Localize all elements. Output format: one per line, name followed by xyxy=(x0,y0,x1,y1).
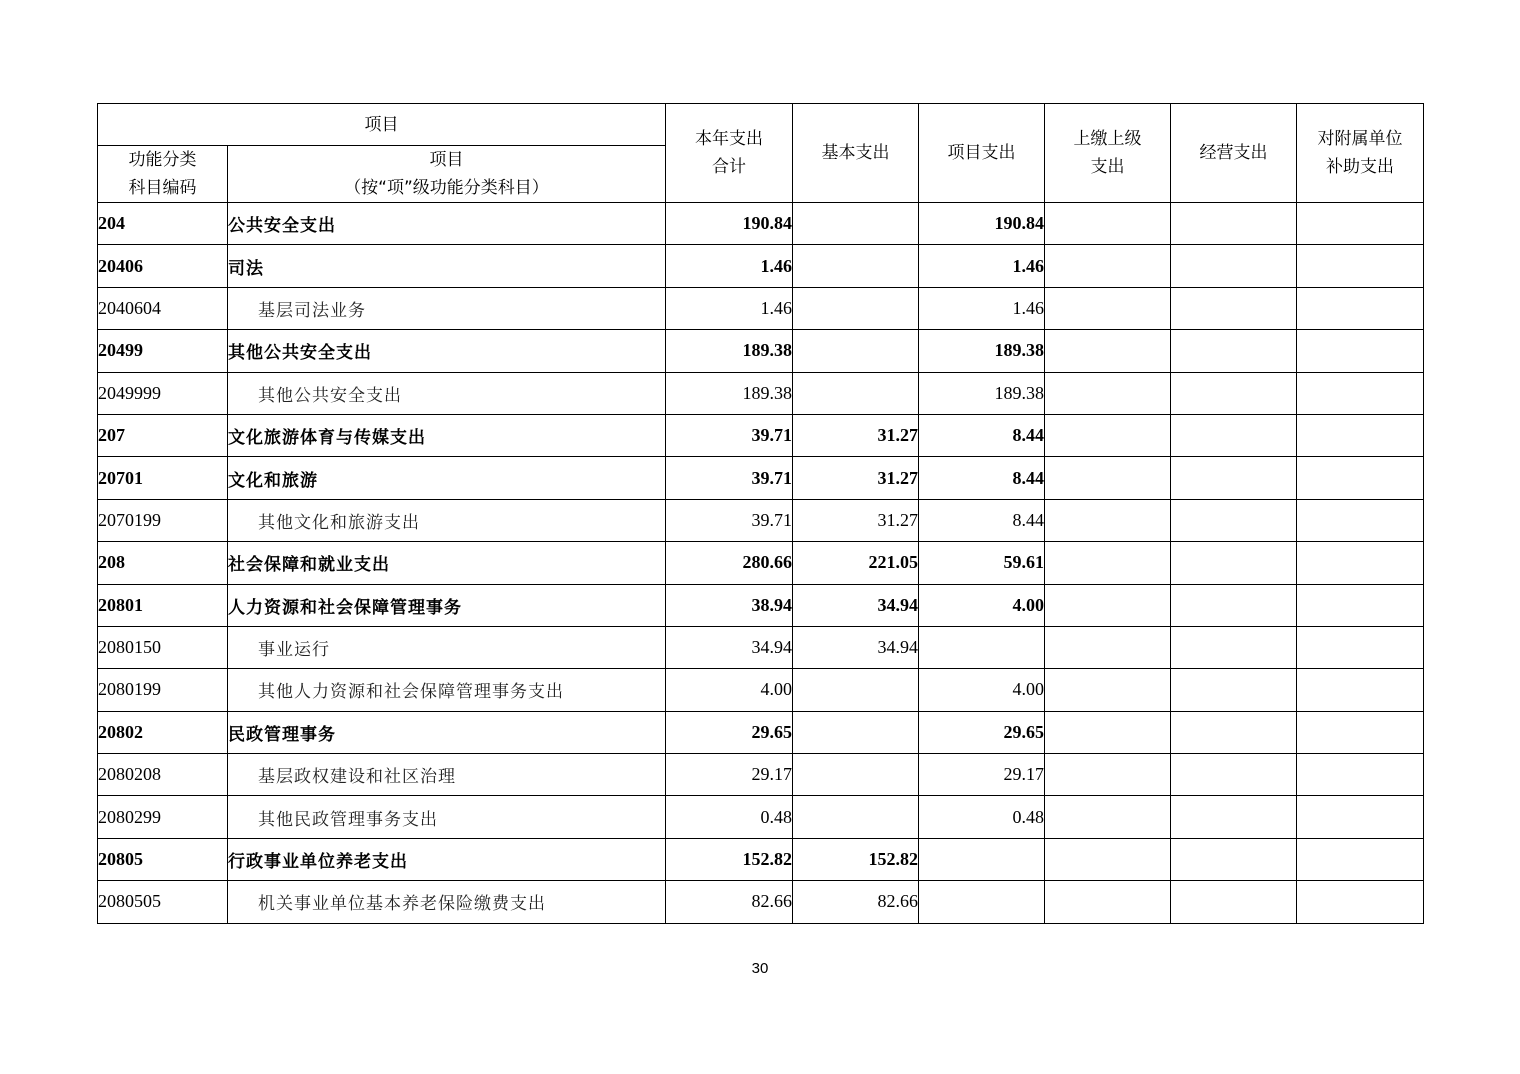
code-cell: 20701 xyxy=(98,457,228,499)
business-cell xyxy=(1171,669,1297,711)
table-body xyxy=(98,203,1424,924)
subsidy-cell xyxy=(1297,372,1424,414)
table-row xyxy=(98,796,1424,838)
code-cell: 2049999 xyxy=(98,372,228,414)
header-code-line1: 功能分类 xyxy=(128,150,197,170)
project-cell: 4.00 xyxy=(919,584,1045,626)
header-name xyxy=(228,146,666,203)
business-cell xyxy=(1171,626,1297,668)
basic-cell: 31.27 xyxy=(793,457,919,499)
business-cell xyxy=(1171,584,1297,626)
subsidy-cell xyxy=(1297,711,1424,753)
business-cell xyxy=(1171,414,1297,456)
total-cell: 82.66 xyxy=(666,881,793,923)
code-cell: 2080150 xyxy=(98,626,228,668)
name-cell: 人力资源和社会保障管理事务 xyxy=(228,584,666,626)
basic-cell xyxy=(793,711,919,753)
table-row xyxy=(98,287,1424,329)
name-cell: 其他人力资源和社会保障管理事务支出 xyxy=(228,669,666,711)
upper-cell xyxy=(1045,372,1171,414)
name-cell: 基层司法业务 xyxy=(228,287,666,329)
subsidy-cell xyxy=(1297,542,1424,584)
project-cell: 190.84 xyxy=(919,203,1045,245)
business-cell xyxy=(1171,457,1297,499)
code-cell: 208 xyxy=(98,542,228,584)
code-cell: 2040604 xyxy=(98,287,228,329)
name-cell: 民政管理事务 xyxy=(228,711,666,753)
code-cell: 2080208 xyxy=(98,754,228,796)
project-cell: 189.38 xyxy=(919,330,1045,372)
upper-cell xyxy=(1045,711,1171,753)
subsidy-cell xyxy=(1297,287,1424,329)
subsidy-cell xyxy=(1297,754,1424,796)
total-cell: 38.94 xyxy=(666,584,793,626)
header-name-line2: （按“项”级功能分类科目） xyxy=(344,178,549,198)
subsidy-cell xyxy=(1297,626,1424,668)
header-upper-line1: 上缴上级 xyxy=(1073,129,1142,149)
header-code xyxy=(98,146,228,203)
subsidy-cell xyxy=(1297,499,1424,541)
header-upper-line2: 支出 xyxy=(1090,157,1125,177)
upper-cell xyxy=(1045,245,1171,287)
total-cell: 189.38 xyxy=(666,330,793,372)
upper-cell xyxy=(1045,584,1171,626)
business-cell xyxy=(1171,796,1297,838)
project-cell: 189.38 xyxy=(919,372,1045,414)
project-cell: 1.46 xyxy=(919,245,1045,287)
basic-cell xyxy=(793,245,919,287)
upper-cell xyxy=(1045,881,1171,923)
header-xiangmu: 项目 xyxy=(98,104,666,146)
upper-cell xyxy=(1045,330,1171,372)
subsidy-cell xyxy=(1297,838,1424,880)
project-cell: 8.44 xyxy=(919,457,1045,499)
table-row xyxy=(98,414,1424,456)
header-code-line2: 科目编码 xyxy=(128,178,197,198)
project-cell: 29.17 xyxy=(919,754,1045,796)
business-cell xyxy=(1171,245,1297,287)
total-cell: 39.71 xyxy=(666,414,793,456)
table-row xyxy=(98,542,1424,584)
subsidy-cell xyxy=(1297,796,1424,838)
basic-cell: 34.94 xyxy=(793,626,919,668)
header-business: 经营支出 xyxy=(1171,104,1297,203)
basic-cell: 34.94 xyxy=(793,584,919,626)
total-cell: 4.00 xyxy=(666,669,793,711)
code-cell: 2080299 xyxy=(98,796,228,838)
project-cell: 0.48 xyxy=(919,796,1045,838)
project-cell xyxy=(919,626,1045,668)
header-total-line1: 本年支出 xyxy=(695,129,763,149)
subsidy-cell xyxy=(1297,245,1424,287)
table-row xyxy=(98,838,1424,880)
header-subsidy-line2: 补助支出 xyxy=(1326,157,1394,177)
total-cell: 0.48 xyxy=(666,796,793,838)
project-cell: 1.46 xyxy=(919,287,1045,329)
project-cell xyxy=(919,881,1045,923)
table-row xyxy=(98,245,1424,287)
basic-cell xyxy=(793,287,919,329)
code-cell: 2070199 xyxy=(98,499,228,541)
header-name-line1: 项目 xyxy=(429,150,464,170)
business-cell xyxy=(1171,711,1297,753)
table-row xyxy=(98,457,1424,499)
upper-cell xyxy=(1045,414,1171,456)
upper-cell xyxy=(1045,626,1171,668)
header-basic: 基本支出 xyxy=(793,104,919,203)
project-cell: 4.00 xyxy=(919,669,1045,711)
table-row xyxy=(98,499,1424,541)
subsidy-cell xyxy=(1297,203,1424,245)
table-row xyxy=(98,626,1424,668)
upper-cell xyxy=(1045,754,1171,796)
business-cell xyxy=(1171,542,1297,584)
subsidy-cell xyxy=(1297,330,1424,372)
upper-cell xyxy=(1045,499,1171,541)
table-row xyxy=(98,669,1424,711)
total-cell: 39.71 xyxy=(666,499,793,541)
upper-cell xyxy=(1045,287,1171,329)
code-cell: 20406 xyxy=(98,245,228,287)
project-cell: 8.44 xyxy=(919,499,1045,541)
name-cell: 司法 xyxy=(228,245,666,287)
total-cell: 1.46 xyxy=(666,245,793,287)
name-cell: 行政事业单位养老支出 xyxy=(228,838,666,880)
table-row xyxy=(98,881,1424,923)
upper-cell xyxy=(1045,838,1171,880)
code-cell: 20805 xyxy=(98,838,228,880)
total-cell: 190.84 xyxy=(666,203,793,245)
header-upper xyxy=(1045,104,1171,203)
code-cell: 2080199 xyxy=(98,669,228,711)
table-row xyxy=(98,711,1424,753)
header-project: 项目支出 xyxy=(919,104,1045,203)
upper-cell xyxy=(1045,457,1171,499)
name-cell: 文化旅游体育与传媒支出 xyxy=(228,414,666,456)
basic-cell xyxy=(793,372,919,414)
total-cell: 1.46 xyxy=(666,287,793,329)
upper-cell xyxy=(1045,542,1171,584)
subsidy-cell xyxy=(1297,457,1424,499)
basic-cell: 221.05 xyxy=(793,542,919,584)
code-cell: 204 xyxy=(98,203,228,245)
business-cell xyxy=(1171,287,1297,329)
basic-cell xyxy=(793,796,919,838)
name-cell: 其他民政管理事务支出 xyxy=(228,796,666,838)
basic-cell xyxy=(793,330,919,372)
table-row xyxy=(98,584,1424,626)
business-cell xyxy=(1171,881,1297,923)
basic-cell: 31.27 xyxy=(793,414,919,456)
total-cell: 39.71 xyxy=(666,457,793,499)
business-cell xyxy=(1171,754,1297,796)
basic-cell: 82.66 xyxy=(793,881,919,923)
page-number: 30 xyxy=(751,960,769,977)
name-cell: 机关事业单位基本养老保险缴费支出 xyxy=(228,881,666,923)
basic-cell xyxy=(793,754,919,796)
name-cell: 社会保障和就业支出 xyxy=(228,542,666,584)
basic-cell xyxy=(793,669,919,711)
table-row xyxy=(98,754,1424,796)
business-cell xyxy=(1171,330,1297,372)
project-cell: 59.61 xyxy=(919,542,1045,584)
header-subsidy-line1: 对附属单位 xyxy=(1317,129,1403,149)
code-cell: 20499 xyxy=(98,330,228,372)
total-cell: 280.66 xyxy=(666,542,793,584)
table-row xyxy=(98,330,1424,372)
project-cell xyxy=(919,838,1045,880)
basic-cell xyxy=(793,203,919,245)
subsidy-cell xyxy=(1297,881,1424,923)
name-cell: 公共安全支出 xyxy=(228,203,666,245)
code-cell: 207 xyxy=(98,414,228,456)
upper-cell xyxy=(1045,203,1171,245)
project-cell: 29.65 xyxy=(919,711,1045,753)
upper-cell xyxy=(1045,796,1171,838)
upper-cell xyxy=(1045,669,1171,711)
budget-table xyxy=(97,103,1424,924)
subsidy-cell xyxy=(1297,669,1424,711)
code-cell: 2080505 xyxy=(98,881,228,923)
subsidy-cell xyxy=(1297,414,1424,456)
total-cell: 189.38 xyxy=(666,372,793,414)
business-cell xyxy=(1171,499,1297,541)
header-total-line2: 合计 xyxy=(712,157,746,177)
name-cell: 其他文化和旅游支出 xyxy=(228,499,666,541)
table-row xyxy=(98,203,1424,245)
name-cell: 其他公共安全支出 xyxy=(228,372,666,414)
header-subsidy xyxy=(1297,104,1424,203)
code-cell: 20801 xyxy=(98,584,228,626)
code-cell: 20802 xyxy=(98,711,228,753)
total-cell: 152.82 xyxy=(666,838,793,880)
total-cell: 34.94 xyxy=(666,626,793,668)
subsidy-cell xyxy=(1297,584,1424,626)
basic-cell: 152.82 xyxy=(793,838,919,880)
name-cell: 其他公共安全支出 xyxy=(228,330,666,372)
header-total xyxy=(666,104,793,203)
basic-cell: 31.27 xyxy=(793,499,919,541)
table-row xyxy=(98,372,1424,414)
name-cell: 基层政权建设和社区治理 xyxy=(228,754,666,796)
total-cell: 29.65 xyxy=(666,711,793,753)
project-cell: 8.44 xyxy=(919,414,1045,456)
business-cell xyxy=(1171,203,1297,245)
name-cell: 文化和旅游 xyxy=(228,457,666,499)
business-cell xyxy=(1171,372,1297,414)
total-cell: 29.17 xyxy=(666,754,793,796)
business-cell xyxy=(1171,838,1297,880)
name-cell: 事业运行 xyxy=(228,626,666,668)
